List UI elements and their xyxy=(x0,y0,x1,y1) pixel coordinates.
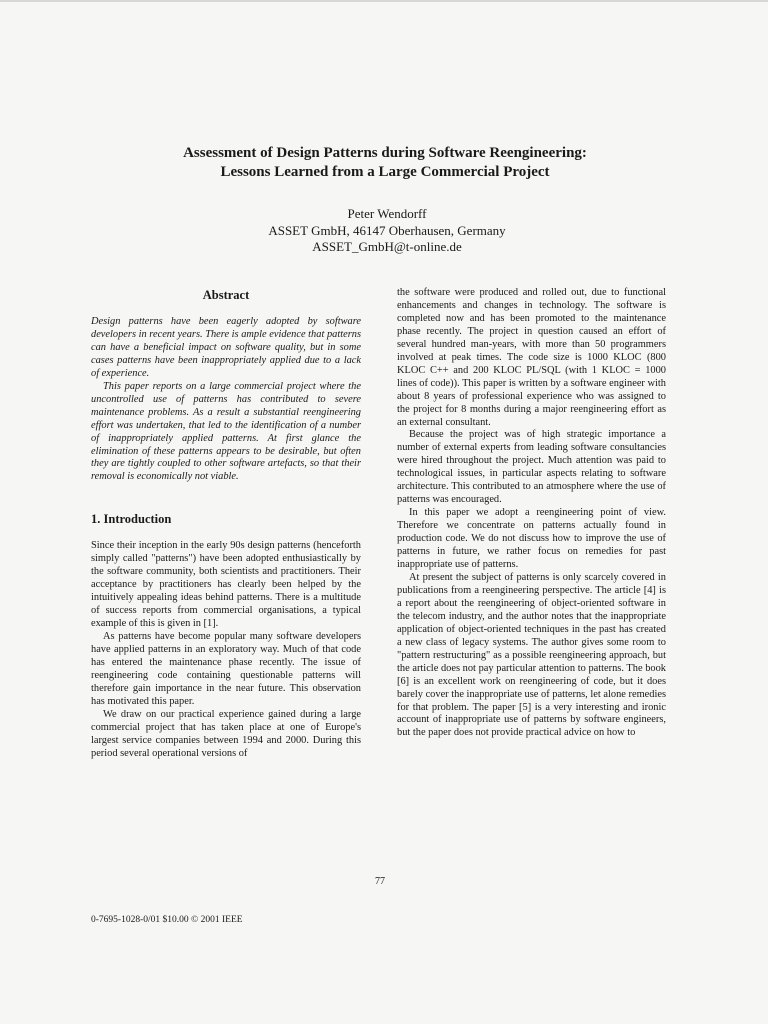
body-paragraph: Because the project was of high strategic importance a number of external experts from leading software consultancies were hired throughout the project. Much attention was paid to technological issues, in particular aspects relating to software architecture. This contributed to an atmosphere where the use of patterns was encouraged. xyxy=(397,429,666,506)
right-column xyxy=(397,287,666,740)
introduction-paragraph: As patterns have become popular many software developers have applied patterns in an exploratory way. Much of that code has entered the maintenance phase recently. The issue of reengineering code containing questionable patterns will therefore gain importance in the near future. This observation has motivated this paper. xyxy=(91,631,361,707)
introduction-paragraph: Since their inception in the early 90s design patterns (henceforth simply called "patterns") have been adopted enthusiastically by the software community, both scientists and practitioners. Their acceptance by practitioners has clearly been helped by the intuitively appealing ideas behind patterns. There is a multitude of success reports from commercial organisations, a typical example of this is given in [1]. xyxy=(91,540,361,630)
author-name: Peter Wendorff xyxy=(347,206,427,221)
abstract-paragraph: Design patterns have been eagerly adopted by software developers in recent years. There is ample evidence that patterns can have a beneficial impact on software quality, but in some cases patterns have been inappropriately applied due to a lack of experience. xyxy=(91,316,361,379)
body-paragraph: the software were produced and rolled out, due to functional enhancements and changes in technology. The software is completed now and has been promoted to the maintenance phase recently. The project in question caused an effort of several hundred man-years, with more than 50 programmers involved at peak times. The code size is 1000 KLOC (800 KLOC C++ and 200 KLOC PL/SQL (with 1 KLOC = 1000 lines of code)). This paper is written by a software engineer with about 8 years of professional experience who was assigned to the project for 8 months during a major reengineering effort as an external consultant. xyxy=(397,287,666,428)
body-paragraph: At present the subject of patterns is only scarcely covered in publications from a reengineering perspective. The article [4] is a report about the reengineering of object-oriented software in the telecom industry, and the author notes that the inappropriate application of object-oriented techniques in the past has created a new class of legacy systems. The author gives some room to "pattern restructuring" as a possible reengineering approach, but the article does not pay particular attention to patterns. The book [6] is an excellent work on reengineering of code, but it does barely cover the inappropriate use of patterns, let alone remedies for that problem. The paper [5] is a very interesting and ironic account of inappropriate use of patterns by software engineers, but the paper does not provide practical advice on how to xyxy=(397,571,666,739)
author-affiliation: ASSET GmbH, 46147 Oberhausen, Germany xyxy=(268,222,506,238)
paper-title xyxy=(90,144,680,182)
title-line-2: Lessons Learned from a Large Commercial Project xyxy=(220,164,550,180)
body-paragraph: In this paper we adopt a reengineering point of view. Therefore we concentrate on patterns actually found in production code. We do not discuss how to improve the use of patterns in future, we rather focus on remedies for past inappropriate use of patterns. xyxy=(397,507,666,571)
top-rule xyxy=(0,0,768,2)
abstract-section xyxy=(91,288,361,484)
abstract-paragraph: This paper reports on a large commercial project where the uncontrolled use of patterns has contributed to severe maintenance problems. As a result a substantial reengineering effort was undertaken, that led to the identification of a number of inappropriately applied patterns. At first glance the elimination of these patterns appears to be desirable, but often they are tightly coupled to other software artefacts, so that their removal is economically not viable. xyxy=(91,380,361,483)
introduction-section xyxy=(91,512,361,760)
author-block xyxy=(90,206,684,256)
author-email: ASSET_GmbH@t-online.de xyxy=(312,239,462,254)
abstract-heading: Abstract xyxy=(202,288,250,302)
introduction-heading: 1. Introduction xyxy=(91,512,172,527)
introduction-paragraph: We draw on our practical experience gained during a large commercial project that has taken place at one of Europe's largest service companies between 1994 and 2000. During this period several operational versions of xyxy=(91,708,361,759)
title-line-1: Assessment of Design Patterns during Software Reengineering: xyxy=(183,145,587,161)
page-number: 77 xyxy=(375,876,385,887)
left-column xyxy=(91,288,361,761)
copyright-footer: 0-7695-1028-0/01 $10.00 © 2001 IEEE xyxy=(91,915,243,925)
